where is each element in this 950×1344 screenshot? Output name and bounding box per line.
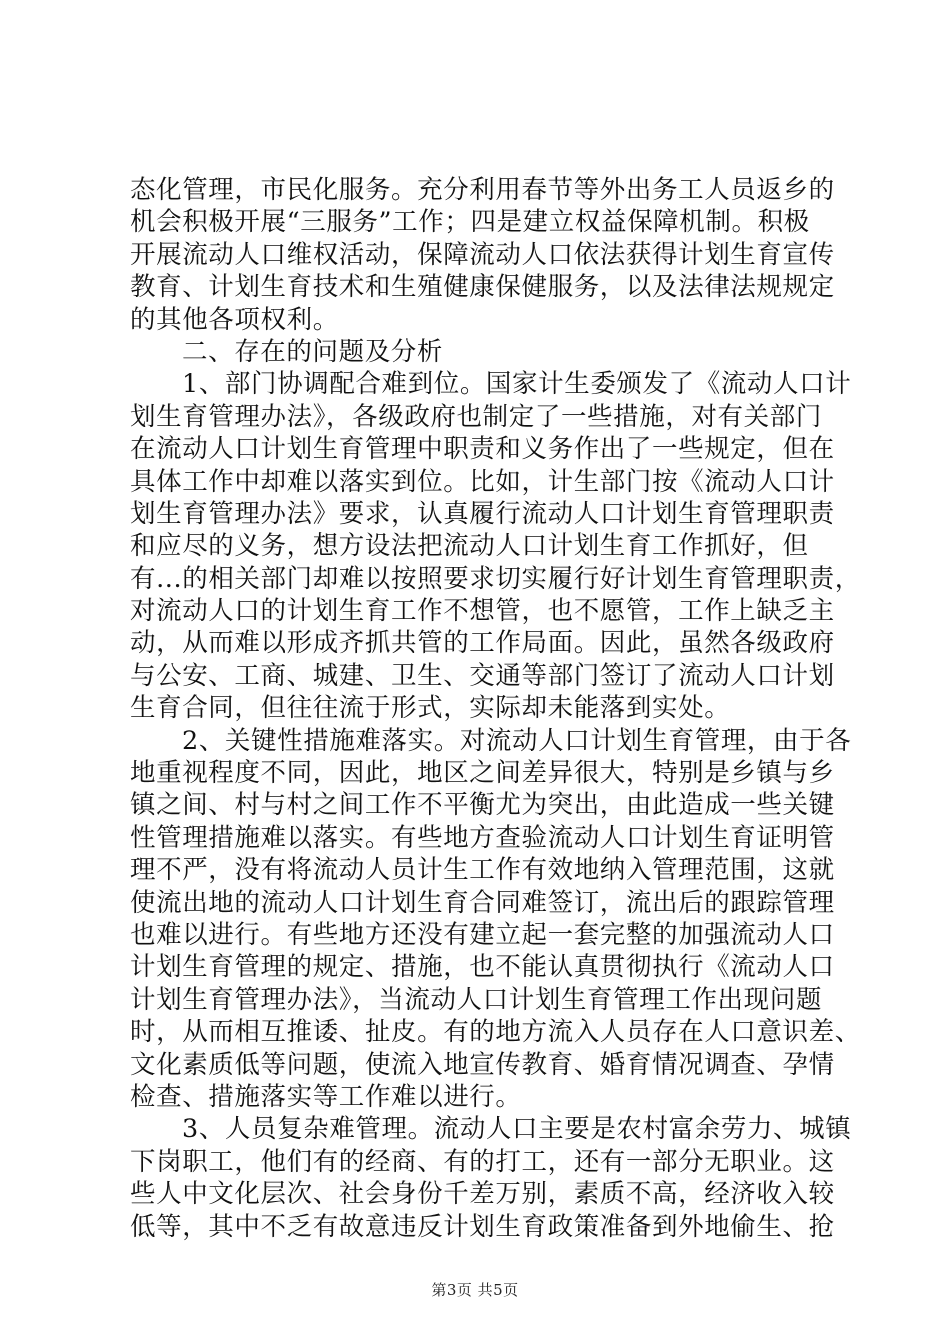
text-line: 划生育管理办法》，各级政府也制定了一些措施，对有关部门: [130, 401, 822, 432]
text-line: 计划生育管理的规定、措施，也不能认真贯彻执行《流动人口: [130, 952, 835, 983]
text-line: 教育、计划生育技术和生殖健康保健服务，以及法律法规规定: [130, 272, 835, 303]
text-line: 的其他各项权利。: [130, 304, 339, 335]
text-line: 些人中文化层次、社会身份千差万别，素质不高，经济收入较: [130, 1179, 835, 1210]
document-body: [130, 174, 861, 1243]
text-line: 计划生育管理办法》，当流动人口计划生育管理工作出现问题: [130, 984, 822, 1015]
text-line: 和应尽的义务，想方设法把流动人口计划生育工作抓好，但: [130, 531, 809, 562]
text-line: 检查、措施落实等工作难以进行。: [130, 1081, 522, 1112]
paragraph-start: 3、人员复杂难管理。流动人口主要是农村富余劳力、城镇: [182, 1114, 852, 1145]
text-line: 开展流动人口维权活动，保障流动人口依法获得计划生育宣传: [130, 239, 835, 270]
text-line: 与公安、工商、城建、卫生、交通等部门签订了流动人口计划: [130, 660, 835, 691]
text-line: 时，从而相互推诿、扯皮。有的地方流入人员存在人口意识差、: [130, 1017, 861, 1048]
text-line: 机会积极开展“三服务”工作；四是建立权益保障机制。积极: [130, 207, 810, 238]
text-line: 性管理措施难以落实。有些地方查验流动人口计划生育证明管: [130, 822, 835, 853]
text-line: 生育合同，但往往流于形式，实际却未能落到实处。: [130, 693, 731, 724]
text-line: 地重视程度不同，因此，地区之间差异很大，特别是乡镇与乡: [130, 758, 835, 789]
page-number: 第3页 共5页: [431, 1281, 519, 1299]
text-line: 在流动人口计划生育管理中职责和义务作出了一些规定，但在: [130, 434, 835, 465]
text-line: 具体工作中却难以落实到位。比如，计生部门按《流动人口计: [130, 466, 835, 497]
paragraph-start: 1、部门协调配合难到位。国家计生委颁发了《流动人口计: [182, 369, 852, 400]
text-line: 动，从而难以形成齐抓共管的工作局面。因此，虽然各级政府: [130, 628, 835, 659]
text-line: 态化管理，市民化服务。充分利用春节等外出务工人员返乡的: [130, 175, 835, 205]
text-line: 也难以进行。有些地方还没有建立起一套完整的加强流动人口: [130, 919, 835, 950]
paragraph-start: 2、关键性措施难落实。对流动人口计划生育管理，由于各: [182, 725, 852, 756]
text-line: 对流动人口的计划生育工作不想管，也不愿管，工作上缺乏主: [130, 596, 835, 627]
section-heading: 二、存在的问题及分析: [182, 336, 444, 367]
text-line: 下岗职工，他们有的经商、有的打工，还有一部分无职业。这: [130, 1146, 835, 1177]
text-line: 镇之间、村与村之间工作不平衡尤为突出，由此造成一些关键: [130, 790, 835, 821]
text-line: 有...的相关部门却难以按照要求切实履行好计划生育管理职责，: [130, 563, 861, 594]
text-line: 文化素质低等问题，使流入地宣传教育、婚育情况调查、孕情: [130, 1049, 835, 1080]
text-line: 划生育管理办法》要求，认真履行流动人口计划生育管理职责: [130, 498, 835, 529]
page-footer: [0, 1279, 950, 1300]
text-line: 低等，其中不乏有故意违反计划生育政策准备到外地偷生、抢: [130, 1211, 835, 1242]
text-line: 使流出地的流动人口计划生育合同难签订，流出后的跟踪管理: [130, 887, 835, 918]
text-line: 理不严，没有将流动人员计生工作有效地纳入管理范围，这就: [130, 855, 835, 886]
